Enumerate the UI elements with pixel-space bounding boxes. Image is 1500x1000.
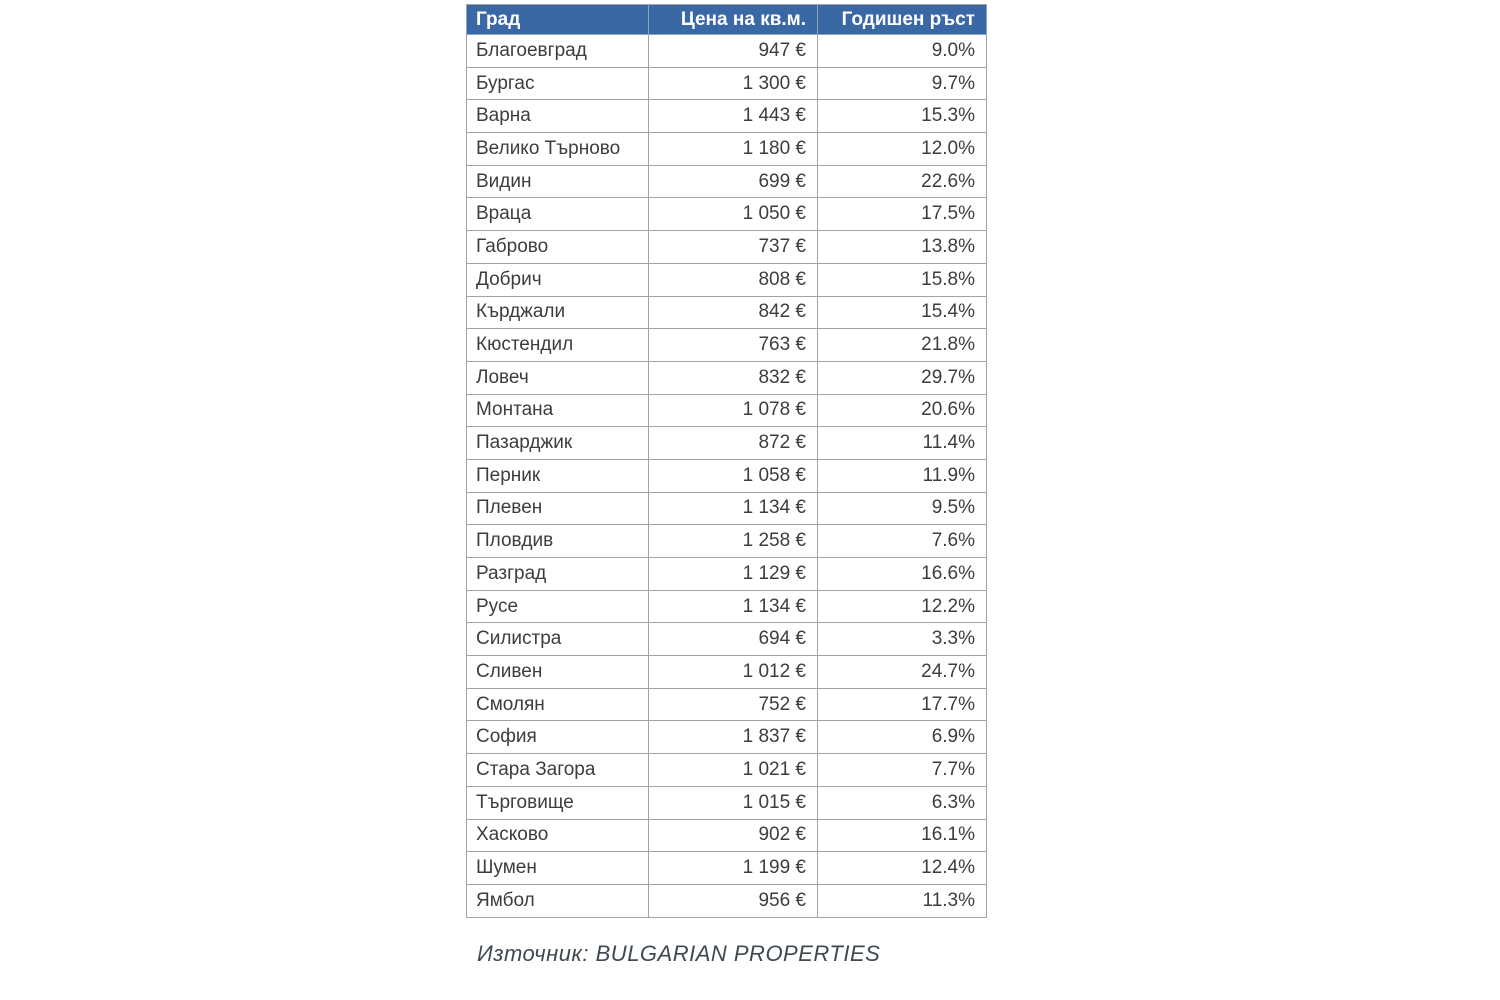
table-row — [467, 656, 987, 689]
city-cell: Ямбол — [467, 884, 649, 917]
header-growth: Годишен ръст — [818, 5, 987, 35]
city-cell: Велико Търново — [467, 133, 649, 166]
table-body — [467, 35, 987, 918]
price-cell: 1 443 € — [649, 100, 818, 133]
city-cell: Перник — [467, 459, 649, 492]
table-row — [467, 525, 987, 558]
growth-cell: 9.7% — [818, 67, 987, 100]
growth-cell: 11.9% — [818, 459, 987, 492]
city-cell: Пловдив — [467, 525, 649, 558]
city-cell: Сливен — [467, 656, 649, 689]
table-row — [467, 688, 987, 721]
growth-cell: 6.9% — [818, 721, 987, 754]
price-cell: 694 € — [649, 623, 818, 656]
table-row — [467, 165, 987, 198]
city-cell: Разград — [467, 558, 649, 591]
growth-cell: 12.4% — [818, 852, 987, 885]
price-cell: 1 300 € — [649, 67, 818, 100]
growth-cell: 12.2% — [818, 590, 987, 623]
city-cell: Смолян — [467, 688, 649, 721]
table-row — [467, 100, 987, 133]
growth-cell: 11.4% — [818, 427, 987, 460]
growth-cell: 22.6% — [818, 165, 987, 198]
growth-cell: 29.7% — [818, 361, 987, 394]
growth-cell: 16.6% — [818, 558, 987, 591]
price-cell: 842 € — [649, 296, 818, 329]
growth-cell: 24.7% — [818, 656, 987, 689]
growth-cell: 15.8% — [818, 263, 987, 296]
city-cell: Благоевград — [467, 35, 649, 68]
city-cell: Шумен — [467, 852, 649, 885]
table-row — [467, 263, 987, 296]
table-row — [467, 590, 987, 623]
city-cell: Габрово — [467, 231, 649, 264]
table-row — [467, 884, 987, 917]
table-row — [467, 492, 987, 525]
price-cell: 956 € — [649, 884, 818, 917]
price-cell: 763 € — [649, 329, 818, 362]
price-cell: 832 € — [649, 361, 818, 394]
table-row — [467, 754, 987, 787]
growth-cell: 15.4% — [818, 296, 987, 329]
growth-cell: 13.8% — [818, 231, 987, 264]
growth-cell: 16.1% — [818, 819, 987, 852]
table-row — [467, 133, 987, 166]
table-row — [467, 394, 987, 427]
price-cell: 1 180 € — [649, 133, 818, 166]
table-row — [467, 361, 987, 394]
price-cell: 752 € — [649, 688, 818, 721]
city-cell: Враца — [467, 198, 649, 231]
city-price-table — [466, 4, 987, 918]
table-row — [467, 296, 987, 329]
price-cell: 1 058 € — [649, 459, 818, 492]
table-row — [467, 819, 987, 852]
table-row — [467, 852, 987, 885]
price-cell: 1 012 € — [649, 656, 818, 689]
table-row — [467, 231, 987, 264]
growth-cell: 21.8% — [818, 329, 987, 362]
source-note: Източник: BULGARIAN PROPERTIES — [477, 941, 881, 966]
header-price: Цена на кв.м. — [649, 5, 818, 35]
growth-cell: 20.6% — [818, 394, 987, 427]
growth-cell: 9.5% — [818, 492, 987, 525]
growth-cell: 15.3% — [818, 100, 987, 133]
growth-cell: 7.6% — [818, 525, 987, 558]
price-cell: 902 € — [649, 819, 818, 852]
table-row — [467, 35, 987, 68]
growth-cell: 7.7% — [818, 754, 987, 787]
table-header-row — [467, 5, 987, 35]
growth-cell: 6.3% — [818, 786, 987, 819]
city-cell: Добрич — [467, 263, 649, 296]
growth-cell: 17.7% — [818, 688, 987, 721]
price-cell: 1 258 € — [649, 525, 818, 558]
city-cell: Пазарджик — [467, 427, 649, 460]
table-row — [467, 198, 987, 231]
growth-cell: 9.0% — [818, 35, 987, 68]
city-cell: Видин — [467, 165, 649, 198]
price-cell: 737 € — [649, 231, 818, 264]
city-cell: Стара Загора — [467, 754, 649, 787]
table-row — [467, 558, 987, 591]
table-row — [467, 427, 987, 460]
city-cell: Монтана — [467, 394, 649, 427]
city-cell: Кюстендил — [467, 329, 649, 362]
city-cell: София — [467, 721, 649, 754]
city-cell: Силистра — [467, 623, 649, 656]
city-cell: Търговище — [467, 786, 649, 819]
price-cell: 872 € — [649, 427, 818, 460]
table-row — [467, 329, 987, 362]
price-cell: 1 134 € — [649, 590, 818, 623]
price-cell: 1 199 € — [649, 852, 818, 885]
city-cell: Русе — [467, 590, 649, 623]
growth-cell: 12.0% — [818, 133, 987, 166]
price-cell: 1 134 € — [649, 492, 818, 525]
price-cell: 1 078 € — [649, 394, 818, 427]
table-row — [467, 623, 987, 656]
price-cell: 1 050 € — [649, 198, 818, 231]
city-cell: Хасково — [467, 819, 649, 852]
price-cell: 1 021 € — [649, 754, 818, 787]
price-cell: 1 837 € — [649, 721, 818, 754]
table-row — [467, 459, 987, 492]
growth-cell: 11.3% — [818, 884, 987, 917]
price-cell: 1 015 € — [649, 786, 818, 819]
city-cell: Кърджали — [467, 296, 649, 329]
city-cell: Бургас — [467, 67, 649, 100]
table-row — [467, 786, 987, 819]
price-cell: 947 € — [649, 35, 818, 68]
city-cell: Варна — [467, 100, 649, 133]
header-city: Град — [467, 5, 649, 35]
price-cell: 699 € — [649, 165, 818, 198]
table-row — [467, 721, 987, 754]
city-cell: Ловеч — [467, 361, 649, 394]
price-cell: 808 € — [649, 263, 818, 296]
growth-cell: 3.3% — [818, 623, 987, 656]
city-cell: Плевен — [467, 492, 649, 525]
growth-cell: 17.5% — [818, 198, 987, 231]
price-cell: 1 129 € — [649, 558, 818, 591]
table-row — [467, 67, 987, 100]
